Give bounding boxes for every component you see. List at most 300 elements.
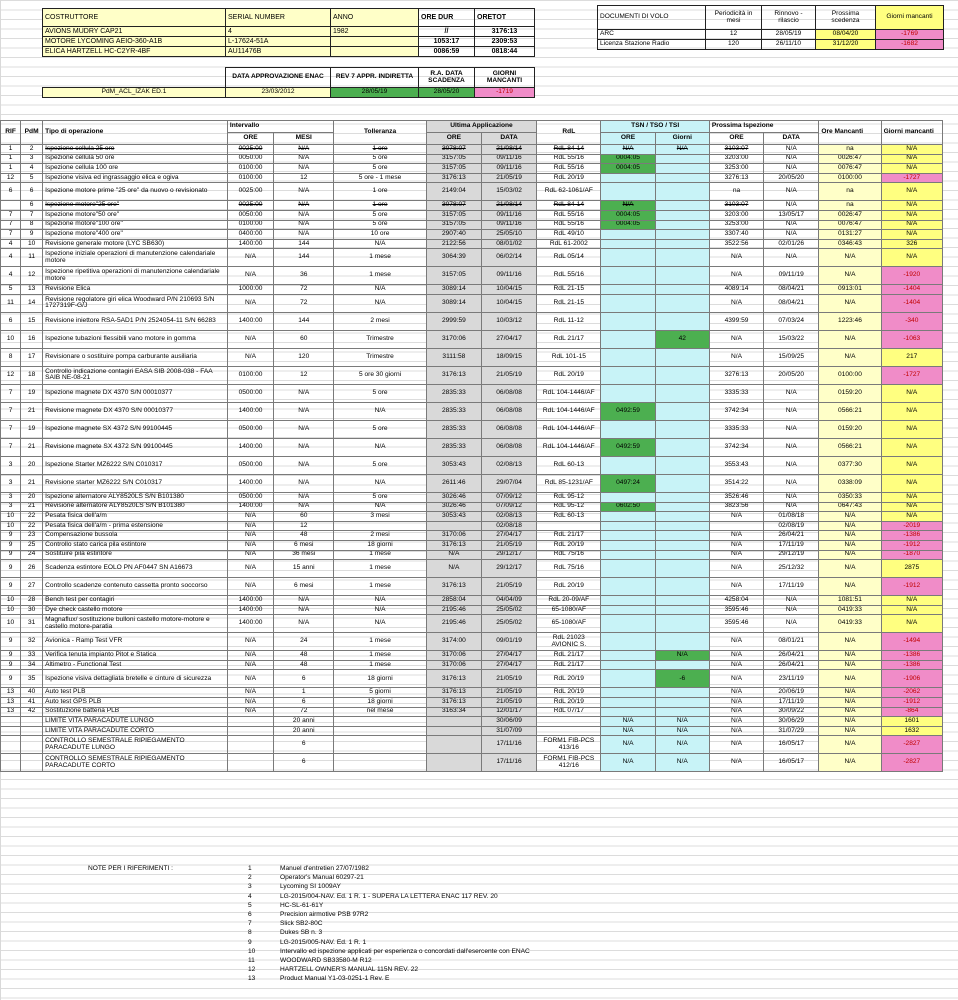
table-cell xyxy=(655,707,709,717)
table-cell: 04/04/09 xyxy=(481,596,536,606)
table-cell: 25/12/32 xyxy=(764,560,819,578)
table-cell xyxy=(227,717,273,727)
header-cell: 1982 xyxy=(331,27,419,37)
table-cell: N/A xyxy=(709,726,763,736)
table-cell: 3 xyxy=(1,492,21,502)
table-cell: N/A xyxy=(764,249,819,267)
table-cell: 3276:13 xyxy=(709,173,763,183)
table-cell: 19 xyxy=(21,420,43,438)
table-cell: N/A xyxy=(709,651,763,661)
table-cell: RdL 49/10 xyxy=(537,230,601,240)
table-cell xyxy=(655,384,709,402)
table-cell: N/A xyxy=(881,512,942,522)
table-cell: 6 mesi xyxy=(274,578,334,596)
note-text: Precision airmotive PSB 97R2 xyxy=(280,911,369,918)
table-cell xyxy=(601,267,655,285)
table-cell: 07/09/12 xyxy=(481,502,536,512)
table-cell: 3595:46 xyxy=(709,615,763,633)
header-cell: 4 xyxy=(226,27,331,37)
table-cell: N/A xyxy=(819,651,881,661)
doc-col: DOCUMENTI DI VOLO xyxy=(598,6,706,30)
table-cell: 01/08/18 xyxy=(764,512,819,522)
table-cell: 3053:43 xyxy=(426,512,481,522)
table-cell: N/A xyxy=(819,512,881,522)
table-cell: 25/05/02 xyxy=(481,605,536,615)
table-cell: 48 xyxy=(274,531,334,541)
table-cell: N/A xyxy=(819,660,881,670)
table-cell: 2999:59 xyxy=(426,312,481,330)
table-cell xyxy=(601,348,655,366)
table-cell: 217 xyxy=(881,348,942,366)
table-cell: N/A xyxy=(881,384,942,402)
table-row xyxy=(1,249,943,267)
table-cell: 15/03/02 xyxy=(481,183,536,201)
table-cell: RdL 21/17 xyxy=(537,660,601,670)
table-cell: Sostituire pila estintore xyxy=(43,550,228,560)
table-cell: -1494 xyxy=(881,633,942,651)
table-cell: 144 xyxy=(274,312,334,330)
table-cell: 0500:00 xyxy=(227,492,273,502)
col-giorni-mancanti: Giorni mancanti xyxy=(881,121,942,145)
approval-value: 28/05/20 xyxy=(419,88,475,98)
table-cell: 20 xyxy=(21,492,43,502)
table-cell: 5 giorni xyxy=(334,688,426,698)
table-row xyxy=(1,550,943,560)
table-cell: 3170:06 xyxy=(426,660,481,670)
table-cell: RdL 60-13 xyxy=(537,512,601,522)
table-cell: 12 xyxy=(274,366,334,384)
table-cell xyxy=(655,531,709,541)
table-cell: Controllo indicazione contagiri EASA SIB 2008-038 - FAA SAIB NE-08-21 xyxy=(43,366,228,384)
doc-col: Giorni mancanti xyxy=(876,6,944,30)
doc-cell: 26/11/10 xyxy=(762,40,816,50)
table-cell: N/A xyxy=(764,502,819,512)
table-cell: Ispezione visiva ed ingrassaggio elica e ogiva xyxy=(43,173,228,183)
table-cell: RdL 20-09/AF xyxy=(537,596,601,606)
table-cell: 30/09/22 xyxy=(764,707,819,717)
table-cell: 0400:00 xyxy=(227,230,273,240)
table-cell xyxy=(655,512,709,522)
doc-cell: 12 xyxy=(706,30,762,40)
notes-title: NOTE PER I RIFERIMENTI : xyxy=(88,865,173,872)
table-cell: Altimetro - Functional Test xyxy=(43,660,228,670)
table-cell: 35 xyxy=(21,670,43,688)
table-cell xyxy=(655,173,709,183)
table-cell: 22 xyxy=(21,521,43,531)
table-cell: 3174:00 xyxy=(426,633,481,651)
table-cell: 21/05/19 xyxy=(481,540,536,550)
table-cell: 14 xyxy=(21,294,43,312)
table-cell: 2835:33 xyxy=(426,438,481,456)
table-cell: N/A xyxy=(274,438,334,456)
table-cell: N/A xyxy=(334,596,426,606)
table-cell: 21/05/19 xyxy=(481,366,536,384)
header-cell: 0086:59 xyxy=(419,47,475,57)
table-cell: 3176:13 xyxy=(426,698,481,708)
table-cell: N/A xyxy=(819,294,881,312)
table-cell: 6 xyxy=(274,736,334,754)
table-cell: 1 mese xyxy=(334,267,426,285)
table-cell: 1601 xyxy=(881,717,942,727)
table-cell: 21 xyxy=(21,474,43,492)
table-cell xyxy=(537,726,601,736)
table-cell: N/A xyxy=(274,183,334,201)
table-cell: N/A xyxy=(764,402,819,420)
table-cell xyxy=(601,540,655,550)
table-row xyxy=(1,474,943,492)
table-cell: 17/11/19 xyxy=(764,698,819,708)
table-cell: N/A xyxy=(881,420,942,438)
table-cell: 26 xyxy=(21,560,43,578)
table-cell: N/A xyxy=(881,210,942,220)
table-cell: 9 xyxy=(1,560,21,578)
table-cell xyxy=(655,456,709,474)
table-cell: 0500:00 xyxy=(227,456,273,474)
table-cell: RdL 20/19 xyxy=(537,366,601,384)
table-cell xyxy=(655,550,709,560)
table-cell: 5 ore xyxy=(334,384,426,402)
table-cell: 3103:07 xyxy=(709,145,763,155)
header-cell: 2309:53 xyxy=(475,37,535,47)
table-cell: 3 mesi xyxy=(334,512,426,522)
table-cell: RdL 75/16 xyxy=(537,560,601,578)
table-cell: N/A xyxy=(274,502,334,512)
note-number: 12 xyxy=(248,966,256,974)
table-cell: 2875 xyxy=(881,560,942,578)
table-cell: N/A xyxy=(601,717,655,727)
table-cell: 0492:59 xyxy=(601,438,655,456)
approval-value: 23/03/2012 xyxy=(226,88,331,98)
table-cell: 3170:06 xyxy=(426,651,481,661)
table-cell: 13/05/17 xyxy=(764,210,819,220)
table-cell: 02/08/13 xyxy=(481,456,536,474)
table-cell: 16/05/17 xyxy=(764,736,819,754)
table-cell xyxy=(601,550,655,560)
table-cell xyxy=(709,521,763,531)
table-cell: na xyxy=(819,145,881,155)
table-cell: N/A xyxy=(227,633,273,651)
table-cell: 7 xyxy=(1,384,21,402)
table-cell: RdL 20/19 xyxy=(537,670,601,688)
table-cell: Ispezione cellula 50 ore xyxy=(43,154,228,164)
doc-cell: 28/05/19 xyxy=(762,30,816,40)
table-row xyxy=(1,438,943,456)
table-row xyxy=(1,540,943,550)
note-number: 10 xyxy=(248,947,256,955)
table-cell: 31/07/29 xyxy=(764,726,819,736)
header-cell: AVIONS MUDRY CAP21 xyxy=(43,27,226,37)
table-cell: N/A xyxy=(764,384,819,402)
table-cell: N/A xyxy=(227,651,273,661)
header-col-anno: ANNO xyxy=(331,9,419,27)
table-cell: 0025:00 xyxy=(227,201,273,211)
table-cell: 15/09/25 xyxy=(764,348,819,366)
table-cell: RdL 62-1061/AF xyxy=(537,183,601,201)
table-cell: N/A xyxy=(274,474,334,492)
table-cell xyxy=(655,438,709,456)
table-cell: RdL 55/16 xyxy=(537,164,601,174)
table-cell xyxy=(655,578,709,596)
table-cell: 3 xyxy=(1,474,21,492)
table-cell: N/A xyxy=(709,294,763,312)
table-cell: 31 xyxy=(21,615,43,633)
table-cell xyxy=(334,717,426,727)
table-cell: N/A xyxy=(819,550,881,560)
table-cell: 27/04/17 xyxy=(481,651,536,661)
note-text: Slick SB2-80C xyxy=(280,920,323,928)
table-cell: N/A xyxy=(709,560,763,578)
table-cell: 9 xyxy=(1,651,21,661)
table-cell: 2858:04 xyxy=(426,596,481,606)
note-text: Dukes SB n. 3 xyxy=(280,929,323,937)
table-cell xyxy=(655,660,709,670)
table-row xyxy=(1,560,943,578)
table-cell: 1632 xyxy=(881,726,942,736)
table-cell xyxy=(655,249,709,267)
table-cell: 326 xyxy=(881,239,942,249)
table-cell: N/A xyxy=(819,560,881,578)
note-text: Operator's Manual 60297-21 xyxy=(280,874,364,882)
table-cell: 06/08/08 xyxy=(481,384,536,402)
table-cell xyxy=(655,183,709,201)
table-cell: 1 mese xyxy=(334,651,426,661)
table-cell: 0050:00 xyxy=(227,210,273,220)
table-cell: 06/08/08 xyxy=(481,402,536,420)
table-cell: Ispezione magnete DX 4370 S/N 00010377 xyxy=(43,384,228,402)
table-cell: N/A xyxy=(274,201,334,211)
note-text: LG-2015/005-NAV. Ed. 1 R. 1 xyxy=(280,938,367,946)
table-cell: 4 xyxy=(21,164,43,174)
table-cell xyxy=(227,736,273,754)
table-cell xyxy=(227,726,273,736)
table-cell: 0050:00 xyxy=(227,154,273,164)
note-text: LG-2015/004-NAV. Ed. 1 R. 1 - SUPERA LA LETTERA ENAC 117 REV. 20 xyxy=(280,892,498,900)
table-cell: N/A xyxy=(764,230,819,240)
table-cell: RdL 21-15 xyxy=(537,294,601,312)
table-row xyxy=(1,456,943,474)
sub-ore: ORE xyxy=(227,133,273,145)
table-cell: 0100:00 xyxy=(819,173,881,183)
table-cell: na xyxy=(819,183,881,201)
table-cell: 10/03/12 xyxy=(481,312,536,330)
table-row xyxy=(1,145,943,155)
table-row xyxy=(1,754,943,772)
table-cell: 1 ore xyxy=(334,183,426,201)
table-cell: 06/08/08 xyxy=(481,438,536,456)
doc-cell: 120 xyxy=(706,40,762,50)
table-cell: 13 xyxy=(21,285,43,295)
table-cell: 18 giorni xyxy=(334,670,426,688)
table-cell: 0346:43 xyxy=(819,239,881,249)
table-cell: 7 xyxy=(21,210,43,220)
table-cell: RdL 55/16 xyxy=(537,220,601,230)
col-ultima: Ultima Applicazione xyxy=(426,121,536,133)
table-cell: 1400:00 xyxy=(227,312,273,330)
table-cell: RdL 101-15 xyxy=(537,348,601,366)
table-cell: 29/12/17 xyxy=(481,560,536,578)
table-cell: N/A xyxy=(764,420,819,438)
sub-data: DATA xyxy=(481,133,536,145)
table-cell: CONTROLLO SEMESTRALE RIPIEGAMENTO PARACADUTE CORTO xyxy=(43,754,228,772)
table-cell: 1223:46 xyxy=(819,312,881,330)
table-cell: 3176:13 xyxy=(426,173,481,183)
table-cell: N/A xyxy=(881,456,942,474)
table-cell: N/A xyxy=(709,633,763,651)
table-cell: 36 mesi xyxy=(274,550,334,560)
table-cell: N/A xyxy=(709,717,763,727)
table-row xyxy=(1,239,943,249)
table-cell: 6 xyxy=(1,312,21,330)
table-cell: 0602:50 xyxy=(601,502,655,512)
table-cell: N/A xyxy=(709,688,763,698)
table-cell: 3026:46 xyxy=(426,502,481,512)
table-cell: 18 xyxy=(21,366,43,384)
table-cell: 2611:46 xyxy=(426,474,481,492)
table-cell: 0159:20 xyxy=(819,420,881,438)
table-cell: 23/11/19 xyxy=(764,670,819,688)
table-cell: 5 xyxy=(1,285,21,295)
table-cell: 0076:47 xyxy=(819,164,881,174)
table-cell: N/A xyxy=(764,605,819,615)
table-cell: Ispezione iniziale operazioni di manutenzione calendariale motore xyxy=(43,249,228,267)
table-cell: N/A xyxy=(227,521,273,531)
table-cell: 2835:33 xyxy=(426,402,481,420)
table-cell: 3089:14 xyxy=(426,294,481,312)
table-cell: N/A xyxy=(764,492,819,502)
table-cell xyxy=(655,492,709,502)
table-cell: N/A xyxy=(274,596,334,606)
table-cell: 1400:00 xyxy=(227,239,273,249)
table-cell: N/A xyxy=(819,754,881,772)
table-cell: 27/04/17 xyxy=(481,660,536,670)
table-cell: N/A xyxy=(881,220,942,230)
table-cell xyxy=(601,615,655,633)
table-cell: 3111:58 xyxy=(426,348,481,366)
table-cell: 72 xyxy=(274,707,334,717)
sub-mesi: MESI xyxy=(274,133,334,145)
table-cell: Ispezione motore"400 ore" xyxy=(43,230,228,240)
table-cell: N/A xyxy=(881,438,942,456)
col-prossima: Prossima Ispezione xyxy=(709,121,818,133)
header-cell: MOTORE LYCOMING AEIO-360-A1B xyxy=(43,37,226,47)
table-cell: 24 xyxy=(21,550,43,560)
table-cell: -1912 xyxy=(881,698,942,708)
table-cell: 09/11/16 xyxy=(481,164,536,174)
table-cell: 31/07/09 xyxy=(481,726,536,736)
header-col-ore-dur: ORE DUR xyxy=(419,9,475,27)
table-row xyxy=(1,420,943,438)
table-cell xyxy=(1,201,21,211)
table-cell: N/A xyxy=(601,201,655,211)
table-cell xyxy=(601,294,655,312)
table-cell: 17/11/16 xyxy=(481,736,536,754)
table-cell: Magnaflux/ sostituzione bulloni castello motore-motore e castello motore-paratia xyxy=(43,615,228,633)
table-cell: N/A xyxy=(709,670,763,688)
note-text: Intervallo ed ispezione applicati per esperienza o concordati dall'esercente con ENAC xyxy=(280,947,530,955)
table-cell: RdL 104-1446/AF xyxy=(537,420,601,438)
table-cell: N/A xyxy=(227,348,273,366)
table-cell: N/A xyxy=(709,707,763,717)
table-cell: N/A xyxy=(655,726,709,736)
table-row xyxy=(1,502,943,512)
table-cell xyxy=(655,220,709,230)
table-cell: 3157:05 xyxy=(426,220,481,230)
table-cell: N/A xyxy=(601,736,655,754)
approval-value: 28/05/19 xyxy=(331,88,419,98)
table-cell: N/A xyxy=(334,438,426,456)
note-text: HC-SL-61-61Y xyxy=(280,901,324,909)
table-cell: 9 xyxy=(1,550,21,560)
table-cell xyxy=(334,521,426,531)
table-cell: 0350:33 xyxy=(819,492,881,502)
table-cell: 42 xyxy=(655,330,709,348)
table-cell: 9 xyxy=(1,531,21,541)
table-cell: 3064:39 xyxy=(426,249,481,267)
table-cell: N/A xyxy=(764,183,819,201)
table-cell: RdL 55/16 xyxy=(537,210,601,220)
table-cell: N/A xyxy=(709,330,763,348)
table-cell: 5 xyxy=(21,173,43,183)
table-cell: N/A xyxy=(655,145,709,155)
table-cell: N/A xyxy=(274,210,334,220)
table-cell: N/A xyxy=(426,550,481,560)
header-cell: ELICA HARTZELL HC-C2YR-4BF xyxy=(43,47,226,57)
table-cell: 33 xyxy=(21,651,43,661)
table-cell: RdL 05/14 xyxy=(537,249,601,267)
table-row xyxy=(1,267,943,285)
aircraft-header-table xyxy=(42,8,535,57)
table-row xyxy=(1,707,943,717)
table-cell: -1906 xyxy=(881,670,942,688)
table-cell: 0004:05 xyxy=(601,154,655,164)
table-row xyxy=(1,633,943,651)
doc-cell: Licenza Stazione Radio xyxy=(598,40,706,50)
table-cell: RdL 07/17 xyxy=(537,707,601,717)
table-cell: 0004:05 xyxy=(601,164,655,174)
table-cell: 41 xyxy=(21,698,43,708)
table-cell: 02/01/26 xyxy=(764,239,819,249)
table-cell xyxy=(655,540,709,550)
col-intervallo: Intervallo xyxy=(227,121,333,133)
table-cell: 0025:00 xyxy=(227,145,273,155)
table-cell: Revisione iniettore RSA-5AD1 P/N 2524054-11 S/N 66283 xyxy=(43,312,228,330)
table-cell xyxy=(601,312,655,330)
table-cell: N/A xyxy=(334,605,426,615)
table-row xyxy=(1,670,943,688)
table-cell: 09/11/16 xyxy=(481,210,536,220)
table-cell: N/A xyxy=(334,615,426,633)
table-cell: N/A xyxy=(819,633,881,651)
table-cell: N/A xyxy=(709,550,763,560)
table-cell: 07/03/24 xyxy=(764,312,819,330)
table-cell: 7 xyxy=(1,220,21,230)
table-cell: 17/11/19 xyxy=(764,578,819,596)
table-cell: 3176:13 xyxy=(426,688,481,698)
table-cell: N/A xyxy=(709,531,763,541)
table-cell: 2 xyxy=(21,145,43,155)
table-cell: N/A xyxy=(227,512,273,522)
table-cell: 0913:01 xyxy=(819,285,881,295)
table-cell: N/A xyxy=(881,201,942,211)
table-cell xyxy=(655,201,709,211)
table-cell xyxy=(21,736,43,754)
table-cell xyxy=(601,707,655,717)
table-cell: N/A xyxy=(764,456,819,474)
table-cell: 21/05/19 xyxy=(481,173,536,183)
table-cell: 1 ore xyxy=(334,145,426,155)
table-cell xyxy=(601,670,655,688)
table-cell: Ispezione visiva dettagliata bretelle e cinture di sicurezza xyxy=(43,670,228,688)
